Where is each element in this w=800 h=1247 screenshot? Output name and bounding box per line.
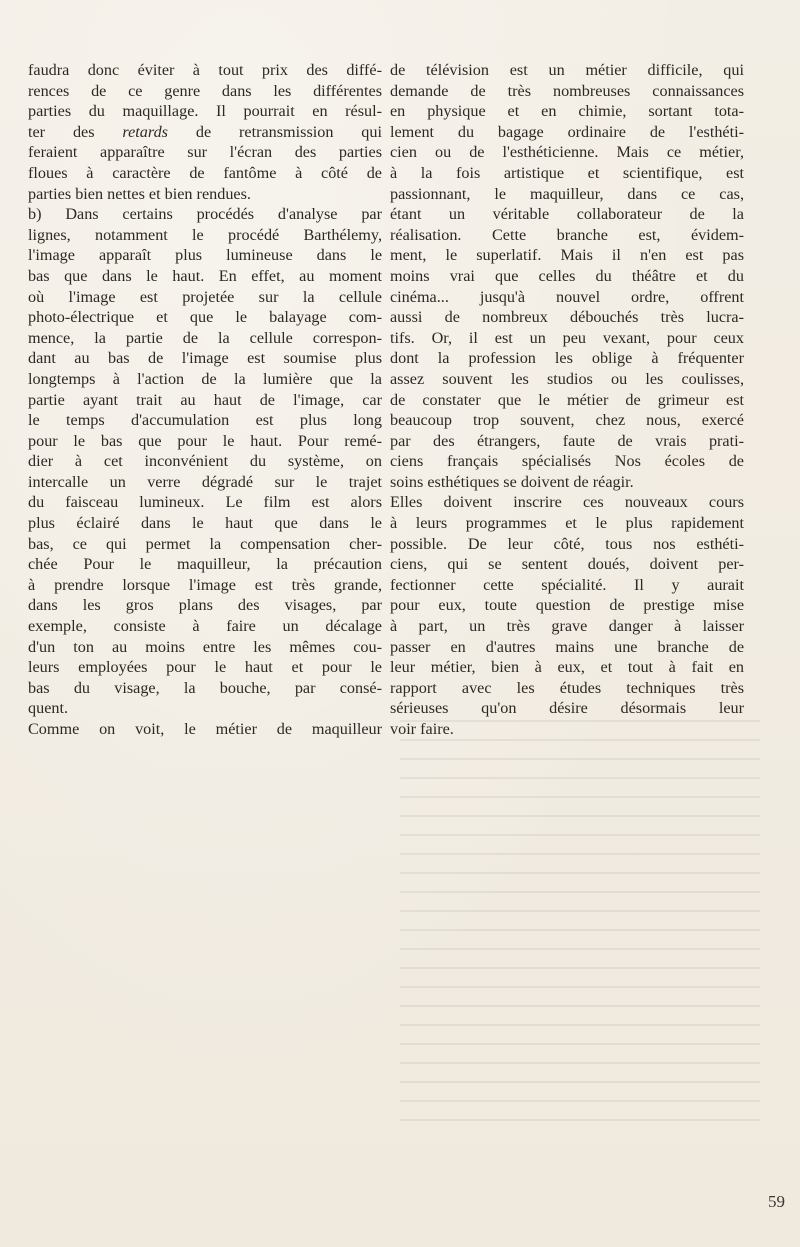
text-line: Elles doivent inscrire ces nouveaux cours xyxy=(390,493,744,512)
text-line: d'un ton au moins entre les mêmes cou- xyxy=(28,637,382,656)
text-line: demande de très nombreuses connaissances xyxy=(390,81,744,100)
text-line: du faisceau lumineux. Le film est alors xyxy=(28,493,382,512)
text-line: bas du visage, la bouche, par consé- xyxy=(28,678,382,697)
text-line: réalisation. Cette branche est, évidem- xyxy=(390,225,744,244)
text-line: Comme on voit, le métier de maquilleur xyxy=(28,720,382,738)
text-line: cien ou de l'esthéticienne. Mais ce métier, xyxy=(390,143,744,162)
text-line: le temps d'accumulation est plus long xyxy=(28,411,382,430)
text-line: dant au bas de l'image est soumise plus xyxy=(28,349,382,368)
text-line: assez souvent les studios ou les coulisses, xyxy=(390,369,744,388)
text-line: où l'image est projetée sur la cellule xyxy=(28,287,382,306)
text-line: sérieuses qu'on désire désormais leur xyxy=(390,699,744,718)
text-line: leur métier, bien à eux, et tout à fait en xyxy=(390,658,744,677)
text-line: soins esthétiques se doivent de réagir. xyxy=(390,472,634,491)
text-line: lement du bagage ordinaire de l'esthéti- xyxy=(390,122,744,141)
text-line: dans les gros plans des visages, par xyxy=(28,596,382,615)
text-line: floues à caractère de fantôme à côté de xyxy=(28,163,382,182)
text-line: possible. De leur côté, tous nos esthéti- xyxy=(390,534,744,553)
text-line: b) Dans certains procédés d'analyse par xyxy=(28,205,382,224)
text-line: fectionner cette spécialité. Il y aurait xyxy=(390,575,744,594)
text-line: à prendre lorsque l'image est très grande, xyxy=(28,575,382,594)
text-line: à leurs programmes et le plus rapidement xyxy=(390,514,744,533)
text-line: plus éclairé dans le haut que dans le xyxy=(28,514,382,533)
text-line: à part, un très grave danger à laisser xyxy=(390,617,744,636)
text-line: de télévision est un métier difficile, qui xyxy=(390,61,744,79)
text-line: quent. xyxy=(28,699,69,718)
text-line: intercalle un verre dégradé sur le trajet xyxy=(28,472,382,491)
show-through-texture xyxy=(400,720,760,1150)
text-line: mence, la partie de la cellule correspon- xyxy=(28,328,382,347)
text-line: étant un véritable collaborateur de la xyxy=(390,205,744,224)
text-line: de constater que le métier de grimeur est xyxy=(390,390,744,409)
text-line: ciens français spécialisés Nos écoles de xyxy=(390,452,744,471)
text-line: exemple, consiste à faire un décalage xyxy=(28,617,382,636)
text-line: faudra donc éviter à tout prix des diffé- xyxy=(28,61,382,79)
text-line: pour le bas que pour le haut. Pour remé- xyxy=(28,431,382,450)
text-line: bas que dans le haut. En effet, au moment xyxy=(28,266,382,285)
text-line: ciens, qui se sentent doués, doivent per- xyxy=(390,555,744,574)
text-line: ter des retards de retransmission qui xyxy=(28,122,382,141)
text-line: passionnant, le maquilleur, dans ce cas, xyxy=(390,184,744,203)
text-line: ment, le superlatif. Mais il n'en est pas xyxy=(390,246,744,265)
text-line: cinéma... jusqu'à nouvel ordre, offrent xyxy=(390,287,744,306)
text-line: en physique et en chimie, sortant tota- xyxy=(390,102,744,121)
text-line: partie ayant trait au haut de l'image, car xyxy=(28,390,382,409)
text-line: par des étrangers, faute de vrais prati- xyxy=(390,431,744,450)
text-line: bas, ce qui permet la compensation cher- xyxy=(28,534,382,553)
text-line: tifs. Or, il est un peu vexant, pour ceux xyxy=(390,328,744,347)
text-line: dont la profession les oblige à fréquenter xyxy=(390,349,744,368)
page-number: 59 xyxy=(768,1192,785,1211)
text-line: rapport avec les études techniques très xyxy=(390,678,744,697)
text-line: rences de ce genre dans les différentes xyxy=(28,81,382,100)
text-line: pour eux, toute question de prestige mise xyxy=(390,596,744,615)
text-line: chée Pour le maquilleur, la précaution xyxy=(28,555,382,574)
text-line: longtemps à l'action de la lumière que la xyxy=(28,369,382,388)
text-line: à la fois artistique et scientifique, est xyxy=(390,163,744,182)
text-line: passer en d'autres mains une branche de xyxy=(390,637,744,656)
text-line: lignes, notamment le procédé Barthélemy, xyxy=(28,225,382,244)
text-line: leurs employées pour le haut et pour le xyxy=(28,658,382,677)
text-line: moins vrai que celles du théâtre et du xyxy=(390,266,744,285)
right-text-column xyxy=(390,60,744,740)
text-line: dier à cet inconvénient du système, on xyxy=(28,452,382,471)
text-line: voir faire. xyxy=(390,720,454,738)
text-line: parties bien nettes et bien rendues. xyxy=(28,184,251,203)
text-line: feraient apparaître sur l'écran des parties xyxy=(28,143,382,162)
text-line: aussi de nombreux débouchés très lucra- xyxy=(390,308,744,327)
left-text-column xyxy=(28,60,382,740)
text-line: photo-électrique et que le balayage com- xyxy=(28,308,382,327)
text-line: l'image apparaît plus lumineuse dans le xyxy=(28,246,382,265)
text-line: parties du maquillage. Il pourrait en résul- xyxy=(28,102,382,121)
text-line: beaucoup trop souvent, chez nous, exercé xyxy=(390,411,744,430)
emphasis-word: retards xyxy=(122,122,168,141)
